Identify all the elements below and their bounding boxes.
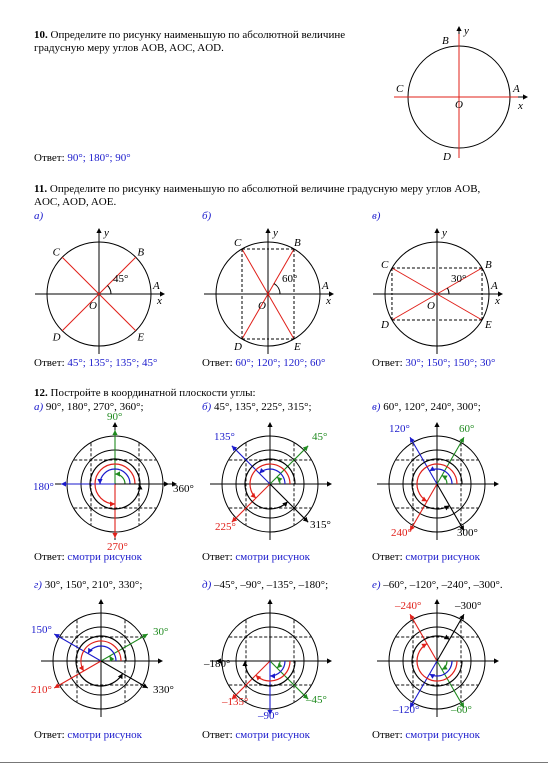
task11-fig-1-label-B: B xyxy=(294,237,301,250)
task12-fig-2-mark-1: 120° xyxy=(389,423,410,435)
task12-part-c-title: в) 60°, 120°, 240°, 300°; xyxy=(372,401,481,413)
task12-fig-4-arc-1-arrow xyxy=(270,673,275,678)
task12-fig-1-ray-3 xyxy=(270,484,308,522)
task12-fig-2-ray-2 xyxy=(410,484,437,531)
task11-part-b-letter: б) xyxy=(202,210,212,222)
task12-fig-2-arc-0-arrow xyxy=(442,475,448,480)
task12-fig-5-arc-0-arrow xyxy=(442,665,448,670)
task11-fig-1-ray-3 xyxy=(268,294,294,339)
task11-fig-1-ray-1 xyxy=(242,249,268,294)
task11-fig-1-label-C: C xyxy=(234,237,242,250)
task12-fig-0-mark-2: 270° xyxy=(107,541,128,553)
task12-fig-0-ray-arrow-0 xyxy=(112,430,117,435)
task12-fig-2-mark-2: 240° xyxy=(391,527,412,539)
task12-fig-0-arc-2-arrow xyxy=(110,501,115,506)
task12-fig-1-mark-2: 225° xyxy=(215,521,236,533)
task12-fig-3-y-arrow xyxy=(98,599,103,604)
task12-fig-4-y-arrow xyxy=(267,599,272,604)
task11-fig-2-label-D: D xyxy=(381,319,389,331)
task12-fig-0-ray-arrow-2 xyxy=(112,533,117,538)
task12-heading: 12. Постройте в координатной плоскости углы: xyxy=(34,387,256,399)
task12-fig-0-arc-0-arrow xyxy=(115,471,120,476)
task11-fig-0-label-O: O xyxy=(89,300,97,312)
task11-fig-1-label-A: A xyxy=(322,280,329,292)
task11-answer-a: Ответ: 45°; 135°; 135°; 45° xyxy=(34,357,158,369)
task10-fig-y-arrow xyxy=(456,26,461,31)
task12-fig-1-y-arrow xyxy=(267,422,272,427)
task12-fig-2-ray-1 xyxy=(410,437,437,484)
task12-fig-4-mark-2: –135° xyxy=(222,696,249,708)
task12-fig-0-arc-3-arrow xyxy=(137,484,142,489)
task12-fig-3-mark-0: 30° xyxy=(153,626,169,638)
task11-fig-1-label-D: D xyxy=(234,340,242,353)
task12-fig-5-ray-2 xyxy=(410,614,437,661)
task12-fig-1-mark-3: 315° xyxy=(310,519,331,531)
task11-fig-0-ray-3 xyxy=(99,294,136,331)
task12-fig-3-ray-2 xyxy=(54,661,101,688)
task11-answer-b: Ответ: 60°; 120°; 120°; 60° xyxy=(202,357,326,369)
task11-fig-0-angle-arc xyxy=(107,286,111,294)
task11-fig-1-label-O: O xyxy=(258,300,266,312)
task11-fig-2-ray-1 xyxy=(392,268,437,294)
task12-fig-0-ray-arrow-3 xyxy=(164,481,169,486)
task10-fig-label-O: O xyxy=(455,99,463,111)
task12-fig-5-mark-1: –120° xyxy=(393,704,420,716)
task11-fig-2-label-O: O xyxy=(427,300,435,312)
task11-fig-2-label-x: x xyxy=(495,295,500,307)
task12-fig-1-arc-3-arrow xyxy=(282,502,287,507)
task12-fig-1-x-arrow xyxy=(327,481,332,486)
task11-fig-1-label-x: x xyxy=(326,295,331,307)
task12-fig-0-mark-0: 90° xyxy=(107,411,123,423)
task12-answer-a: Ответ: смотри рисунок xyxy=(34,551,143,563)
task11-fig-0-y-arrow xyxy=(96,228,101,233)
task11-fig-2-label-E: E xyxy=(484,319,492,331)
task11-line2: AOC, AOD, AOE. xyxy=(34,196,117,208)
task11-fig-0-angle-label: 45° xyxy=(113,273,129,285)
task12-answer-e: Ответ: смотри рисунок xyxy=(202,729,311,741)
task12-answer-f: Ответ: смотри рисунок xyxy=(372,729,481,741)
task12-fig-2-y-arrow xyxy=(434,422,439,427)
task11-fig-2-ray-3 xyxy=(437,294,482,320)
task12-fig-0-arc-1-arrow xyxy=(97,479,102,484)
task11-fig-1-y-arrow xyxy=(265,228,270,233)
task10-fig-label-A: A xyxy=(513,83,520,95)
task11-fig-0-label-x: x xyxy=(157,295,162,307)
task12-fig-4-mark-1: –90° xyxy=(258,710,279,722)
task11-answer-c: Ответ: 30°; 150°; 150°; 30° xyxy=(372,357,496,369)
task12-part-a-title: а) 90°, 180°, 270°, 360°; xyxy=(34,401,144,413)
task12-fig-1-mark-0: 45° xyxy=(312,431,328,443)
task12-fig-3-ray-3 xyxy=(101,661,148,688)
task12-part-f-title: е) –60°, –120°, –240°, –300°. xyxy=(372,579,503,591)
task11-fig-2-y-arrow xyxy=(434,228,439,233)
task12-fig-5-mark-2: –240° xyxy=(395,600,422,612)
task11-fig-0-label-A: A xyxy=(153,280,160,292)
task12-fig-0-mark-3: 360° xyxy=(173,483,194,495)
task11-part-c-letter: в) xyxy=(372,210,381,222)
task11-fig-1-label-E: E xyxy=(294,340,301,353)
task12-fig-2-mark-3: 300° xyxy=(457,527,478,539)
task12-fig-2-x-arrow xyxy=(494,481,499,486)
task11-part-a-letter: а) xyxy=(34,210,44,222)
task12-fig-4-mark-3: –180° xyxy=(204,658,231,670)
task12-fig-1-arc-2-arrow xyxy=(250,493,255,498)
task11-fig-0-label-y: y xyxy=(104,227,109,239)
task10-fig-label-D: D xyxy=(443,151,451,163)
task10-fig-label-x: x xyxy=(518,100,523,112)
task11-fig-0-label-D: D xyxy=(52,331,61,344)
task12-answer-b: Ответ: смотри рисунок xyxy=(202,551,311,563)
task12-fig-2-ray-3 xyxy=(437,484,464,531)
task11-fig-2-label-y: y xyxy=(442,227,447,239)
task11-fig-0-ray-1 xyxy=(62,257,99,294)
task11-fig-2-label-B: B xyxy=(484,259,492,271)
task12-fig-5-ray-3 xyxy=(437,614,464,661)
task12-fig-4-mark-0: –45° xyxy=(306,694,327,706)
task12-fig-4-arc-3-arrow xyxy=(242,661,247,666)
task12-fig-3-x-arrow xyxy=(158,658,163,663)
task11-fig-1-label-y: y xyxy=(273,227,278,239)
task12-fig-5-x-arrow xyxy=(494,658,499,663)
task11-fig-1-angle-label: 60° xyxy=(282,273,298,285)
task12-fig-0-mark-1: 180° xyxy=(33,481,54,493)
task12-fig-3-mark-1: 150° xyxy=(31,624,52,636)
task12-fig-3-mark-2: 210° xyxy=(31,684,52,696)
task10-fig-label-C: C xyxy=(396,83,404,95)
task10-fig-label-B: B xyxy=(442,35,449,47)
task11-line1: 11. Определите по рисунку наименьшую по абсолютной величине градусную меру углов AOB, xyxy=(34,183,481,195)
task10-fig-label-y: y xyxy=(464,25,469,37)
task12-part-e-title: д) –45°, –90°, –135°, –180°; xyxy=(202,579,329,591)
task11-fig-2-label-A: A xyxy=(491,280,498,292)
task11-fig-0-label-B: B xyxy=(137,246,145,259)
task12-answer-c: Ответ: смотри рисунок xyxy=(372,551,481,563)
task11-fig-1-angle-arc xyxy=(274,284,280,294)
task10-line1: 10. Определите по рисунку наименьшую по абсолютной величине xyxy=(34,29,346,41)
task12-fig-5-ray-1 xyxy=(410,661,437,708)
task11-fig-2-angle-label: 30° xyxy=(451,273,467,285)
task11-fig-1-ray-0 xyxy=(268,249,294,294)
task12-fig-5-mark-0: –60° xyxy=(451,704,472,716)
task12-part-b-title: б) 45°, 135°, 225°, 315°; xyxy=(202,401,312,413)
task12-fig-5-mark-3: –300° xyxy=(455,600,482,612)
task12-fig-1-mark-1: 135° xyxy=(214,431,235,443)
task12-fig-0-ray-arrow-1 xyxy=(61,481,66,486)
task12-fig-4-x-arrow xyxy=(327,658,332,663)
task11-fig-2-angle-arc xyxy=(447,288,449,294)
task10-line2: градусную меру углов AOB, AOC, AOD. xyxy=(34,42,224,54)
task10-answer: Ответ: 90°; 180°; 90° xyxy=(34,152,131,164)
task12-part-d-title: г) 30°, 150°, 210°, 330°; xyxy=(34,579,143,591)
task11-fig-0-label-C: C xyxy=(52,246,60,259)
task12-fig-3-mark-3: 330° xyxy=(153,684,174,696)
task11-fig-0-label-E: E xyxy=(137,331,145,344)
task12-fig-5-y-arrow xyxy=(434,599,439,604)
task12-fig-4-arc-2-arrow xyxy=(256,675,261,680)
task11-fig-2-label-C: C xyxy=(381,259,389,271)
task12-fig-2-mark-0: 60° xyxy=(459,423,475,435)
task12-answer-d: Ответ: смотри рисунок xyxy=(34,729,143,741)
task10-fig-x-arrow xyxy=(523,94,528,99)
